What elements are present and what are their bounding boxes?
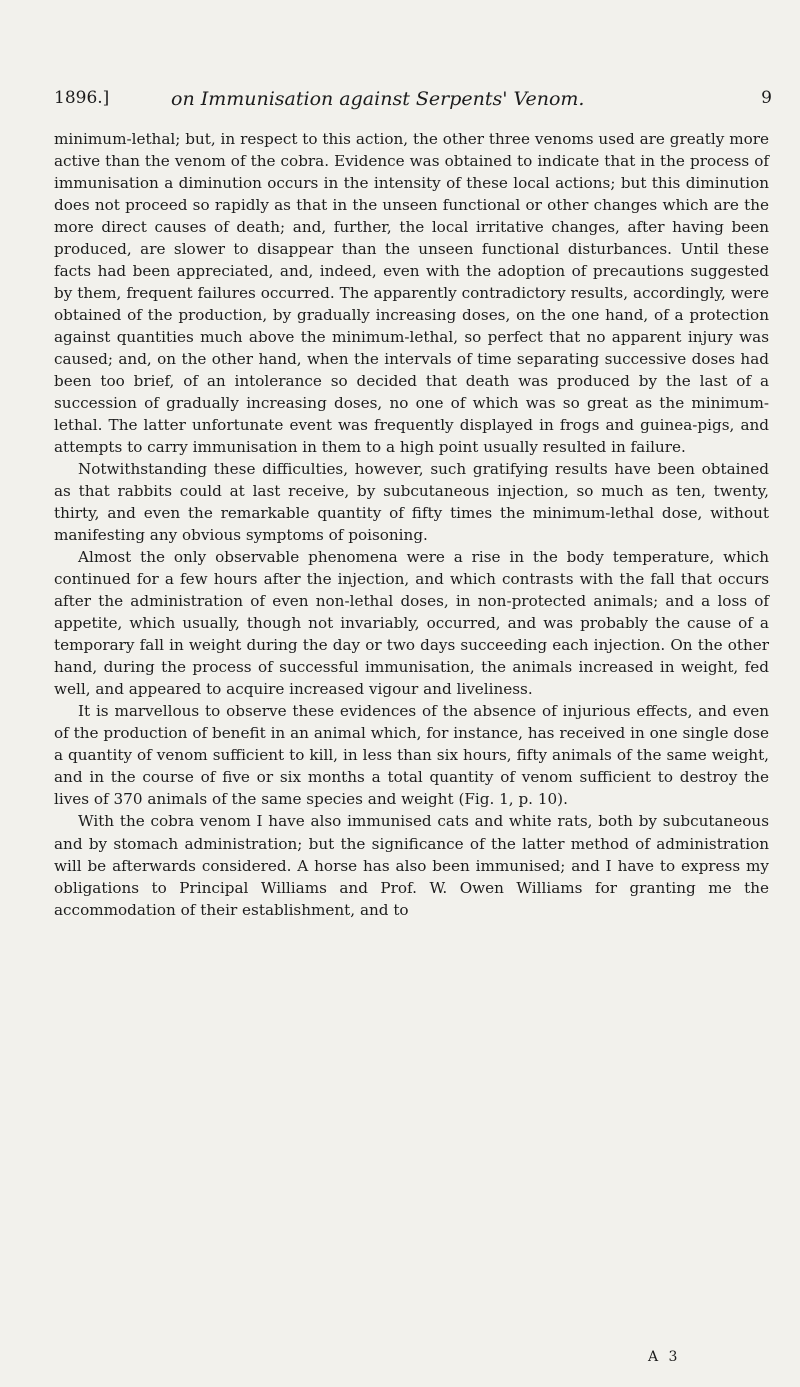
header-title: on Immunisation against Serpents' Venom.	[171, 88, 585, 110]
paragraph-2: Notwithstanding these difficulties, however, such gratifying results have been obtained as that rabbits could at last receive, by subcutaneous injection, so much as ten, twenty, thirty, and even the remarkable quantity of fifty times the minimum-lethal dose, without manifesting any obvious symptoms of poisoning.	[54, 460, 769, 545]
header-year: 1896.]	[54, 88, 110, 108]
paragraph-4: It is marvellous to observe these evidences of the absence of injurious effects, and even of the production of benefit in an animal which, for instance, has received in one single dose a quantity of venom sufficient to kill, in less than six hours, fifty animals of the same weight, and in the course of five or six months a total quantity of venom sufficient to destroy the lives of 370 animals of the same species and weight (Fig. 1, p. 10).	[54, 702, 769, 809]
body-text	[54, 128, 769, 921]
paragraph-5: With the cobra venom I have also immunised cats and white rats, both by subcutaneous and by stomach administration; but the significance of the latter method of administration will be afterwards considered. A horse has also been immunised; and I have to express my obligations to Principal Williams and Prof. W. Owen Williams for granting me the accommodation of their establishment, and to	[54, 812, 769, 919]
signature-mark: A 3	[648, 1349, 681, 1365]
paragraph-1: minimum-lethal; but, in respect to this action, the other three venoms used are greatly more active than the venom of the cobra. Evidence was obtained to indicate that in the process of immunisation a diminution occurs in the intensity of these local actions; but this diminution does not proceed so rapidly as that in the unseen functional or other changes which are the more direct causes of death; and, further, the local irritative changes, after having been produced, are slower to disappear than the unseen functional disturbances. Until these facts had been appreciated, and, indeed, even with the adoption of precautions suggested by them, frequent failures occurred. The apparently contradictory results, accordingly, were obtained of the production, by gradually increasing doses, on the one hand, of a protection against quantities much above the minimum-lethal, so perfect that no apparent injury was caused; and, on the other hand, when the intervals of time separating successive doses had been too brief, of an intolerance so decided that death was produced by the last of a succession of gradually increasing doses, no one of which was so great as the minimum-lethal. The latter unfortunate event was frequently displayed in frogs and guinea-pigs, and attempts to carry immunisation in them to a high point usually resulted in failure.	[54, 130, 769, 457]
page-number: 9	[761, 88, 772, 108]
running-header	[54, 88, 772, 120]
paragraph-3: Almost the only observable phenomena were a rise in the body temperature, which continued for a few hours after the injection, and which contrasts with the fall that occurs after the administration of even non-lethal doses, in non-protected animals; and a loss of appetite, which usually, though not invariably, occurred, and was probably the cause of a temporary fall in weight during the day or two days succeeding each injection. On the other hand, during the process of successful immunisation, the animals increased in weight, fed well, and appeared to acquire increased vigour and liveliness.	[54, 548, 769, 699]
